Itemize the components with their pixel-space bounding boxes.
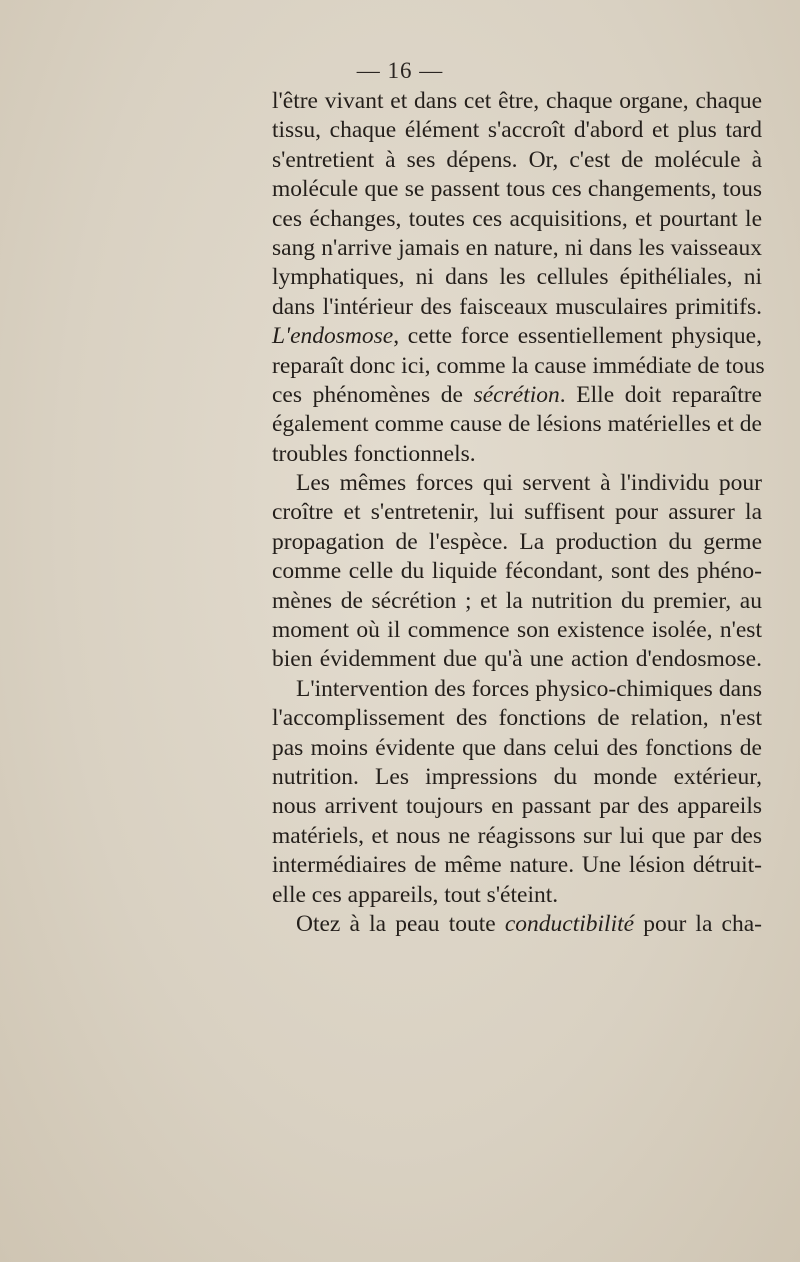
- text-line: L'intervention des forces physico-chimiques dans: [296, 675, 762, 702]
- text-line: intermédiaires de même nature. Une lésion détruit-: [272, 852, 762, 879]
- text-line: L'endosmose, cette force essentiellement physique,: [272, 323, 762, 350]
- text-line: reparaît donc ici, comme la cause immédiate de tous: [272, 352, 765, 379]
- text-line: dans l'intérieur des faisceaux musculaires primitifs.: [272, 293, 762, 320]
- text-line: lymphatiques, ni dans les cellules épithéliales, ni: [272, 264, 762, 291]
- page-number: — 16 —: [356, 58, 444, 83]
- text-line: ces échanges, toutes ces acquisitions, et pourtant le: [272, 205, 762, 232]
- text-line: troubles fonctionnels.: [272, 440, 476, 467]
- text-line: ces phénomènes de sécrétion. Elle doit reparaître: [272, 381, 762, 408]
- italic-term: sécrétion: [473, 381, 560, 408]
- text-line: pas moins évidente que dans celui des fonctions de: [272, 734, 762, 761]
- text-line: croître et s'entretenir, lui suffisent pour assurer la: [272, 499, 762, 526]
- text-line: l'accomplissement des fonctions de relation, n'est: [272, 705, 762, 732]
- text-line: l'être vivant et dans cet être, chaque organe, chaque: [272, 88, 762, 114]
- text-line: nutrition. Les impressions du monde extérieur,: [272, 763, 762, 790]
- text-line: sang n'arrive jamais en nature, ni dans les vaisseaux: [272, 234, 762, 261]
- text-line: Les mêmes forces qui servent à l'individu pour: [296, 470, 762, 497]
- text-line: également comme cause de lésions matérielles et de: [272, 411, 762, 438]
- text-line: comme celle du liquide fécondant, sont des phéno-: [272, 558, 762, 585]
- text-line: moment où il commence son existence isolée, n'est: [272, 617, 762, 644]
- text-line: nous arrivent toujours en passant par des appareils: [272, 793, 762, 820]
- text-line: tissu, chaque élément s'accroît d'abord et plus tard: [272, 117, 762, 144]
- text-line: molécule que se passent tous ces changements, tous: [272, 176, 762, 203]
- text-line: bien évidemment due qu'à une action d'endosmose.: [272, 646, 762, 673]
- text-line: elle ces appareils, tout s'éteint.: [272, 881, 559, 908]
- text-line: propagation de l'espèce. La production du germe: [272, 528, 762, 555]
- text-line: Otez à la peau toute conductibilité pour la cha-: [296, 910, 762, 937]
- text-line: s'entretient à ses dépens. Or, c'est de molécule à: [272, 146, 762, 173]
- italic-term: L'endosmose: [272, 323, 394, 350]
- italic-term: conductibilité: [504, 910, 635, 937]
- text-line: mènes de sécrétion ; et la nutrition du premier, au: [272, 587, 762, 614]
- body-text: [272, 87, 765, 939]
- text-line: matériels, et nous ne réagissons sur lui que par des: [272, 822, 762, 849]
